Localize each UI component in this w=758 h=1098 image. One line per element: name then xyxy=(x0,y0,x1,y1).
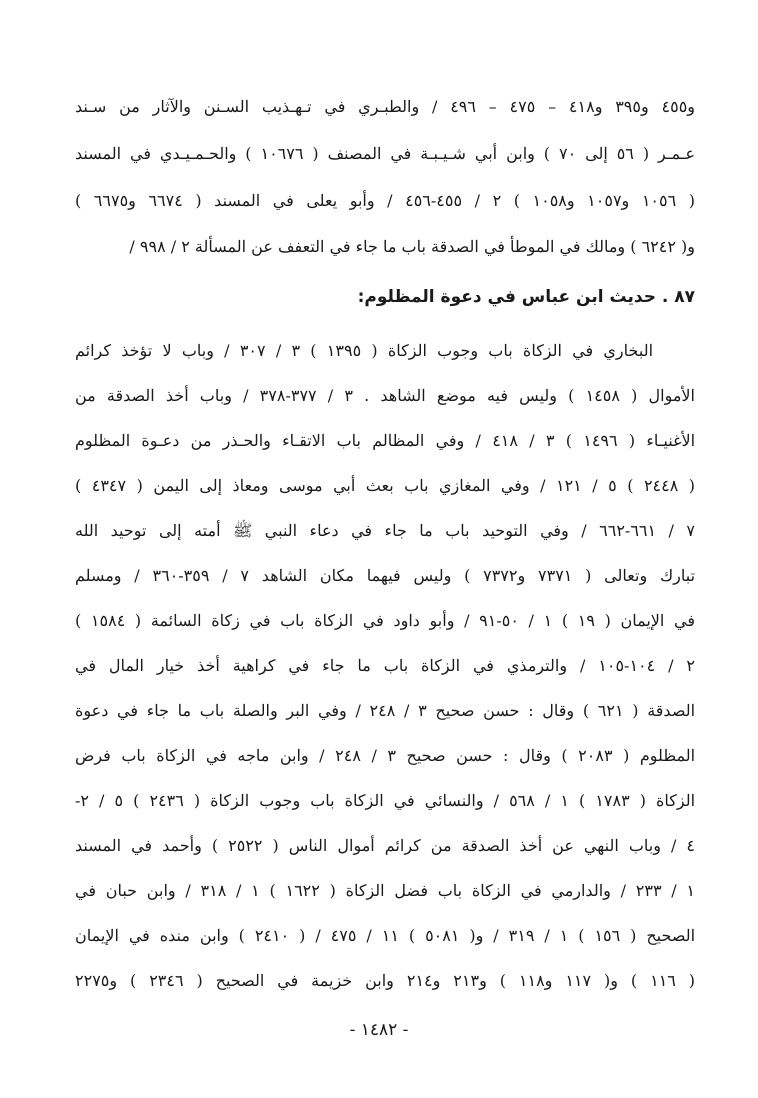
text-line: ( ٢٤٤٨ ) ٥ / ١٢١ / وفي المغازي باب بعث أبي موسى ومعاذ إلى اليمن ( ٤٣٤٧ ) xyxy=(75,476,695,495)
text-line: الصدقة ( ٦٢١ ) وقال : حسن صحيح ٣ / ٢٤٨ / وفي البر والصلة باب ما جاء في دعوة xyxy=(75,701,695,720)
text-line: و( ٦٢٤٢ ) ومالك في الموطأ في الصدقة باب ما جاء في التعفف عن المسألة ٢ / ٩٩٨ / xyxy=(129,237,695,256)
text-line: الصحيح ( ١٥٦ ) ١ / ٣١٩ / و( ٥٠٨١ ) ١١ / ٤٧٥ / ( ٢٤١٠ ) وابن منده في الإيمان xyxy=(75,926,695,945)
page-number: - ١٤٨٢ - xyxy=(349,1020,409,1040)
text-line: ١ / ٢٣٣ / والدارمي في الزكاة باب فضل الزكاة ( ١٦٢٢ ) ١ / ٣١٨ / وابن حبان في xyxy=(75,881,695,900)
text-line: ٢ / ١٠٤-١٠٥ / والترمذي في الزكاة باب ما جاء في كراهية أخذ خيار المال في xyxy=(75,656,695,675)
text-line: الأموال ( ١٤٥٨ ) وليس فيه موضع الشاهد . ٣ / ٣٧٧-٣٧٨ / وباب أخذ الصدقة من xyxy=(75,386,695,405)
text-line: في الإيمان ( ١٩ ) ١ / ٥٠-٩١ / وأبو داود في الزكاة باب في زكاة السائمة ( ١٥٨٤ ) xyxy=(75,611,695,630)
text-line: المظلوم ( ٢٠٨٣ ) وقال : حسن صحيح ٣ / ٢٤٨ / وابن ماجه في الزكاة باب فرض xyxy=(75,746,695,765)
text-line: ( ١٠٥٦ و١٠٥٧ و١٠٥٨ ) ٢ / ٤٥٥-٤٥٦ / وأبو يعلى في المسند ( ٦٦٧٤ و٦٦٧٥ ) xyxy=(75,191,695,210)
text-line: عـمـر ( ٥٦ إلى ٧٠ ) وابن أبي شـيـبـة في المصنف ( ١٠٦٧٦ ) والحـمـيـدي في المسند xyxy=(75,144,695,163)
text-line: البخاري في الزكاة باب وجوب الزكاة ( ١٣٩٥ ) ٣ / ٣٠٧ / وباب لا تؤخذ كرائم xyxy=(75,341,654,360)
text-line: الأغنيـاء ( ١٤٩٦ ) ٣ / ٤١٨ / وفي المظالم باب الاتقـاء والحـذر من دعـوة المظلوم xyxy=(75,431,695,450)
text-line: الزكاة ( ١٧٨٣ ) ١ / ٥٦٨ / والنسائي في الزكاة باب وجوب الزكاة ( ٢٤٣٦ ) ٥ / ٢- xyxy=(75,791,695,810)
text-line: ٧ / ٦٦١-٦٦٢ / وفي التوحيد باب ما جاء في دعاء النبي ﷺ أمته إلى توحيد الله xyxy=(75,521,695,540)
section-heading: ٨٧ . حديث ابن عباس في دعوة المظلوم: xyxy=(357,287,695,307)
text-line: ٤ / وباب النهي عن أخذ الصدقة من كرائم أموال الناس ( ٢٥٢٢ ) وأحمد في المسند xyxy=(75,836,695,855)
page-body xyxy=(75,0,695,1098)
text-line: تبارك وتعالى ( ٧٣٧١ و٧٣٧٢ ) وليس فيهما مكان الشاهد ٧ / ٣٥٩-٣٦٠ / ومسلم xyxy=(75,566,695,585)
text-line: و٤٥٥ و٣٩٥ و٤١٨ – ٤٧٥ – ٤٩٦ / والطبـري في تـهـذيب السـنن والآثار من سـند xyxy=(75,97,695,116)
text-line: ( ١١٦ ) و( ١١٧ و١١٨ ) و٢١٣ و٢١٤ وابن خزيمة في الصحيح ( ٢٣٤٦ ) و٢٢٧٥ xyxy=(75,971,695,990)
